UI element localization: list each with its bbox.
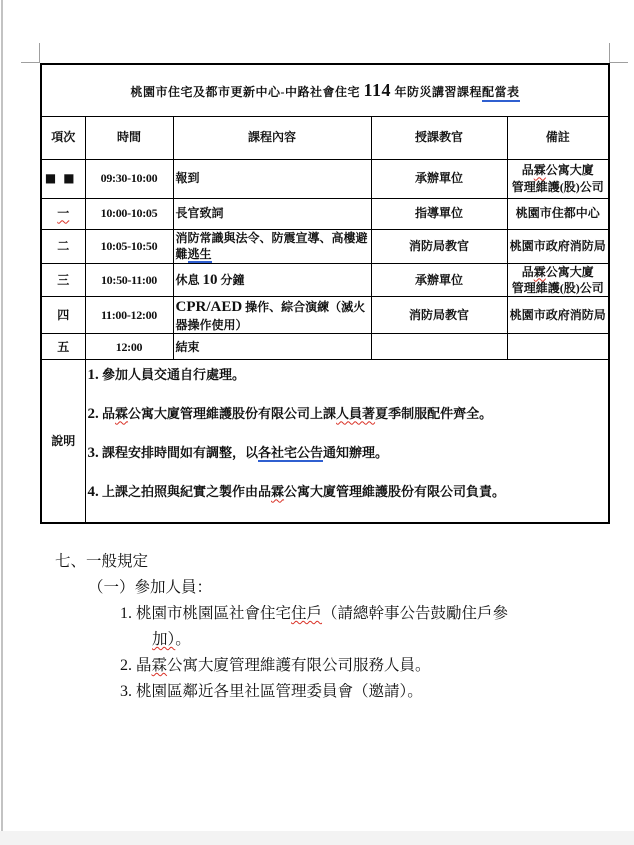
note-item <box>88 444 607 462</box>
text-segment: 桃園市政府消防局 <box>509 238 606 253</box>
table-row <box>41 334 609 360</box>
general-rules-section <box>0 549 634 705</box>
cell-item-number <box>41 296 85 333</box>
table-row <box>41 296 609 333</box>
text-segment: 年防災講習課程 <box>391 85 483 100</box>
cell-course-content <box>173 296 371 333</box>
text-segment: 休息 <box>175 272 203 287</box>
text-segment: 桃園市桃園區社會住宅 <box>136 605 292 622</box>
text-segment: 品 <box>98 406 116 422</box>
text-segment: 消防常識與法令、防震宣導、高樓避難 <box>175 230 368 261</box>
cell-note <box>507 198 609 229</box>
text-segment: （一）參加人員： <box>88 579 213 596</box>
cell-item-number <box>41 159 85 198</box>
text-segment: 七、一般規定 <box>55 553 149 570</box>
text-segment: 公寓大廈管理維護有限公司服務人員。 <box>167 657 431 674</box>
underlined-text: 霖 <box>151 657 168 674</box>
margin-cropmark-left <box>21 43 40 63</box>
table-notes-row <box>41 360 609 524</box>
cell-time: 11:00-12:00 <box>85 296 173 333</box>
cell-note <box>507 296 609 333</box>
body-text-line <box>0 575 634 601</box>
text-segment: 課程安排時間如有調整，以 <box>98 445 259 461</box>
body-text-line <box>0 679 634 705</box>
cell-instructor: 消防局教官 <box>371 296 507 333</box>
text-segment: 桃園區鄰近各里社區管理委員會（邀請）。 <box>136 683 423 700</box>
underlined-text: 霖 <box>271 484 285 500</box>
column-header: 授課教官 <box>371 116 507 159</box>
table-header-row <box>41 116 609 159</box>
underlined-text: 加） <box>152 631 176 648</box>
text-segment: 通知辦理。 <box>323 445 389 461</box>
cell-item-number <box>41 229 85 263</box>
course-schedule-table <box>40 63 610 524</box>
table-row <box>41 263 609 296</box>
text-segment: 品 <box>521 163 534 178</box>
text-segment: 公寓大廈管理維護股份有限公司上課 <box>128 406 337 422</box>
column-header: 時間 <box>85 116 173 159</box>
text-segment: （請總幹事公告鼓勵住戶參 <box>322 605 509 622</box>
table-title <box>41 64 609 116</box>
cell-course-content <box>173 263 371 296</box>
underlined-text: 霖 <box>533 264 546 279</box>
cell-time: 10:05-10:50 <box>85 229 173 263</box>
text-segment: 結束 <box>175 339 200 354</box>
underlined-text: 各社宅公告 <box>258 445 324 461</box>
text-segment: 2. <box>87 406 99 423</box>
cell-instructor: 承辦單位 <box>371 263 507 296</box>
notes-body <box>85 360 609 524</box>
text-segment: 。 <box>175 631 191 648</box>
cell-course-content <box>173 229 371 263</box>
text-segment: 四 <box>57 308 70 322</box>
text-segment: 報到 <box>175 171 200 186</box>
text-segment: 公寓大廈 <box>545 163 594 178</box>
underlined-text: 住戶 <box>291 605 323 622</box>
cell-instructor: 承辦單位 <box>371 159 507 198</box>
text-segment: 桃園市政府消防局 <box>509 308 606 322</box>
table-row <box>41 159 609 198</box>
text-segment: ■■ <box>44 171 82 186</box>
text-segment: 10 <box>202 271 218 288</box>
page-edge-line <box>1 0 3 831</box>
note-item <box>88 483 607 501</box>
underlined-text: 人員著 <box>336 406 376 422</box>
text-segment: 4. <box>87 484 99 501</box>
table-row <box>41 198 609 229</box>
text-segment: 二 <box>57 238 70 253</box>
cell-item-number <box>41 263 85 296</box>
underlined-text: 霖 <box>115 406 129 422</box>
cell-time: 10:00-10:05 <box>85 198 173 229</box>
cell-instructor: 指導單位 <box>371 198 507 229</box>
cell-instructor <box>371 334 507 360</box>
text-segment: 1. <box>120 605 136 622</box>
text-segment: 管理維護(股)公司 <box>511 179 604 194</box>
cell-item-number <box>41 334 85 360</box>
column-header: 備註 <box>507 116 609 159</box>
text-segment: 114 <box>363 80 392 101</box>
underlined-text: 一 <box>57 206 70 221</box>
body-text-line <box>0 653 634 679</box>
cell-note <box>507 334 609 360</box>
cell-note <box>507 263 609 296</box>
text-segment: 公寓大廈 <box>545 264 594 279</box>
column-header: 課程內容 <box>173 116 371 159</box>
text-segment: 2. <box>120 657 136 674</box>
text-segment: 3. <box>87 445 99 462</box>
text-segment: 1. <box>87 367 99 384</box>
text-segment: 上課之拍照與紀實之製作由品 <box>98 484 272 500</box>
text-segment: CPR/AED <box>175 298 243 315</box>
body-text-line <box>0 601 634 627</box>
cell-time: 12:00 <box>85 334 173 360</box>
text-segment: 三 <box>57 272 70 287</box>
note-item <box>88 405 607 423</box>
cell-course-content <box>173 198 371 229</box>
text-segment: 桃園市住都中心 <box>515 206 600 221</box>
cell-time: 10:50-11:00 <box>85 263 173 296</box>
text-segment: 管理維護(股)公司 <box>511 280 604 295</box>
body-text-line <box>0 549 634 575</box>
cell-instructor: 消防局教官 <box>371 229 507 263</box>
text-segment: 夏季制服配件齊全。 <box>375 406 493 422</box>
text-segment: 操作、綜合演練（滅火器操作使用） <box>175 299 366 333</box>
table-row <box>41 229 609 263</box>
cell-course-content <box>173 334 371 360</box>
note-item <box>88 366 607 384</box>
text-segment: 晶 <box>136 657 152 674</box>
page-bottom-gap <box>0 831 634 845</box>
text-segment: 3. <box>120 683 136 700</box>
cell-course-content <box>173 159 371 198</box>
margin-cropmark-right <box>609 43 628 63</box>
text-segment: 長官致詞 <box>175 206 224 221</box>
notes-label: 說明 <box>41 360 85 524</box>
underlined-text: 逃生 <box>187 247 212 261</box>
text-segment: 五 <box>57 339 70 354</box>
text-segment: 品 <box>521 264 534 279</box>
text-segment: 桃園市住宅及都市更新中心-中路社會住宅 <box>130 85 364 100</box>
text-segment: 參加人員交通自行處理。 <box>98 367 246 383</box>
body-text-line <box>0 627 634 653</box>
text-segment: 公寓大廈管理維護股份有限公司負責。 <box>284 484 506 500</box>
cell-note <box>507 229 609 263</box>
column-header: 項次 <box>41 116 85 159</box>
underlined-text: 霖 <box>533 163 546 178</box>
underlined-text: 配當表 <box>482 85 520 102</box>
cell-note <box>507 159 609 198</box>
cell-time: 09:30-10:00 <box>85 159 173 198</box>
table-title-row <box>41 64 609 116</box>
cell-item-number <box>41 198 85 229</box>
text-segment: 分鐘 <box>217 272 245 287</box>
